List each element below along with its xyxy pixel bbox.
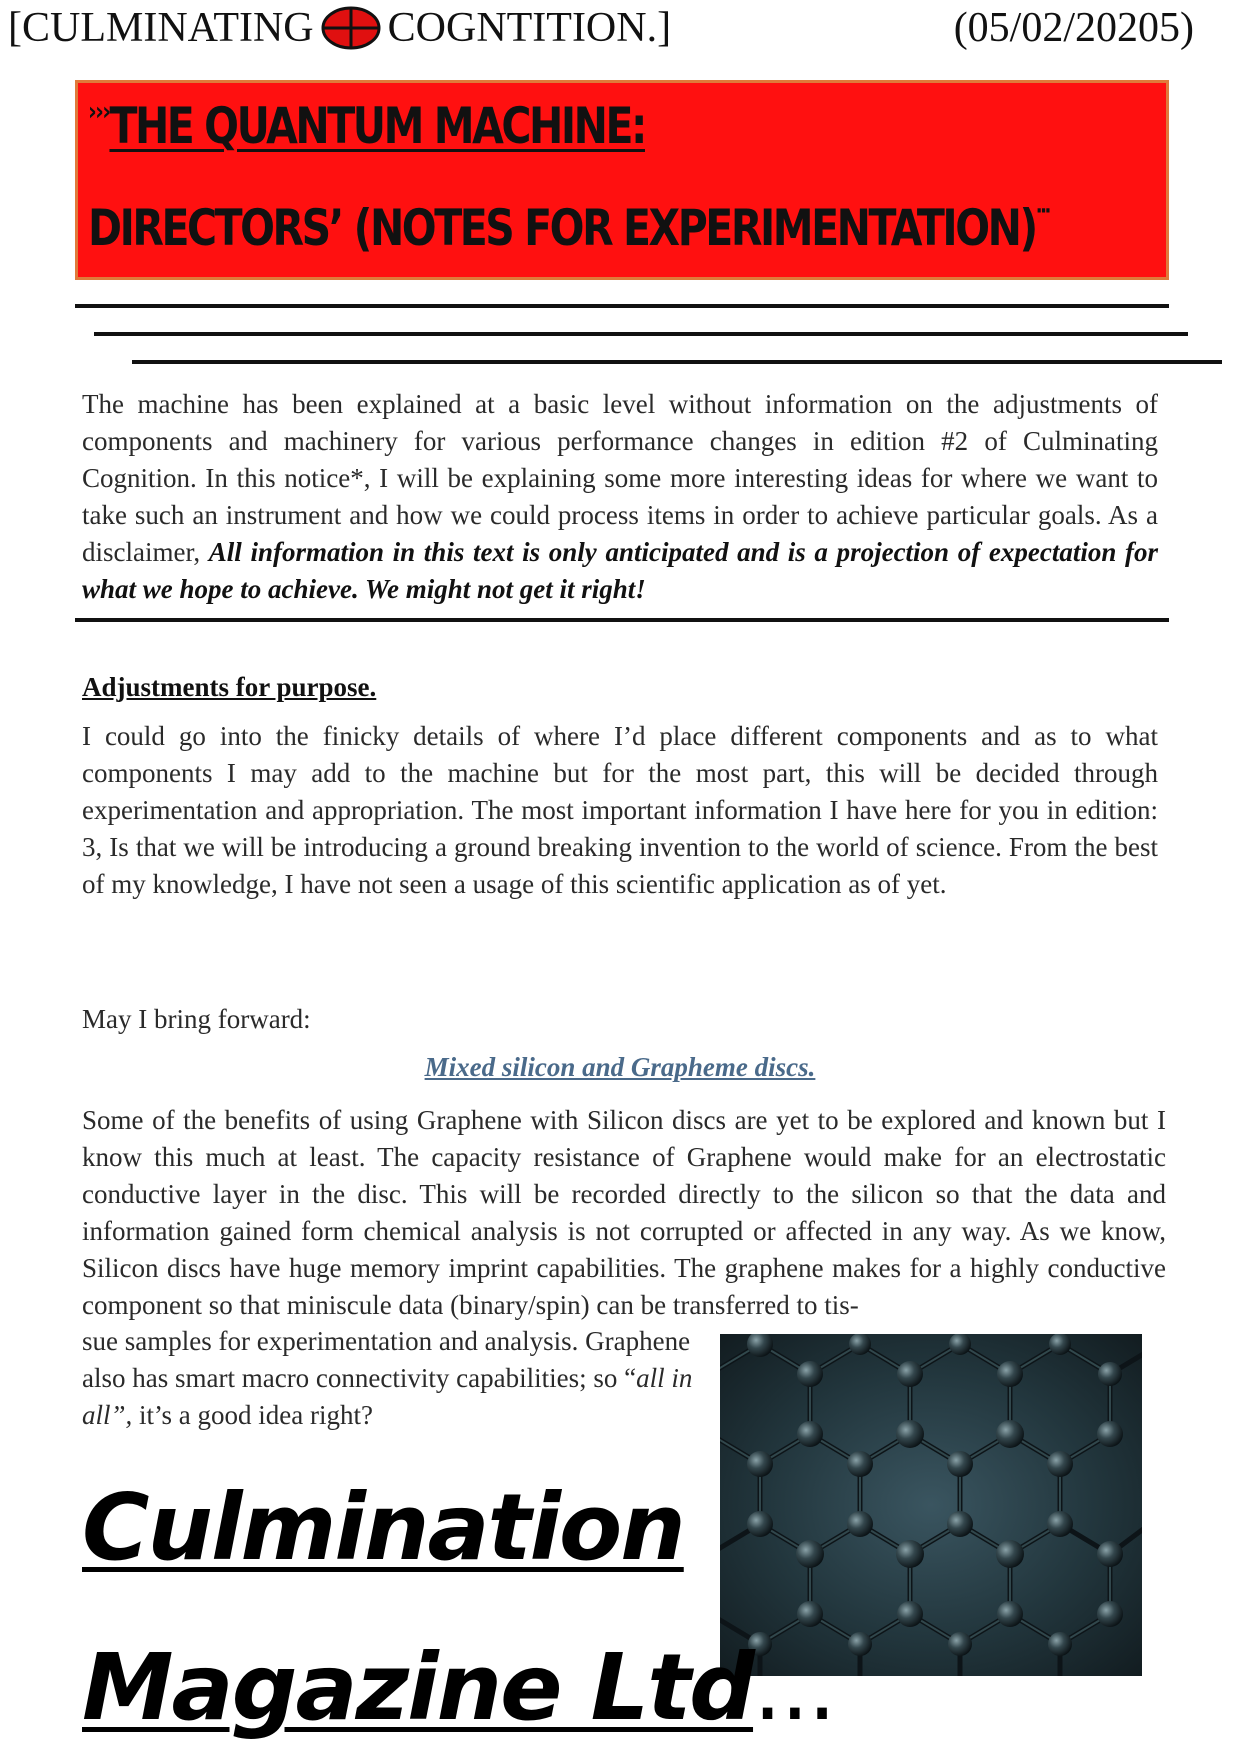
divider-rule-1: [75, 304, 1169, 308]
intro-disclaimer: All information in this text is only anticipated and is a projection of expectation for what we hope to achieve. We might not get it right!: [82, 537, 1159, 604]
masthead-left-text: [CULMINATING: [8, 5, 314, 51]
wrap-text-after: it’s a good idea right?: [132, 1400, 373, 1430]
banner-ellipsis: ···: [1035, 199, 1049, 224]
graphene-lattice-image: [720, 1334, 1142, 1676]
banner-arrows: ›››: [88, 97, 110, 127]
divider-rule-4: [75, 618, 1169, 622]
masthead-title: [8, 4, 671, 52]
invention-subtitle: Mixed silicon and Grapheme discs.: [424, 1052, 816, 1082]
magazine-name-line1: [82, 1474, 684, 1581]
forward-line: May I bring forward:: [82, 1004, 311, 1034]
magazine-ellipsis: ...: [753, 1634, 835, 1741]
wrap-text-italic: all in all”,: [82, 1363, 693, 1430]
crossed-circle-logo-icon: [320, 5, 382, 51]
magazine-name-word1: Culmination: [82, 1474, 684, 1581]
divider-rule-2: [94, 332, 1188, 336]
divider-rule-3: [132, 360, 1222, 364]
masthead-right-text: COGNTITION.]: [387, 5, 672, 51]
title-banner: [75, 80, 1169, 280]
wrap-text-before: sue samples for experimentation and analysis. Graphene also has smart macro connectivity capabilities; so “: [82, 1326, 691, 1393]
banner-title-line1: [88, 97, 645, 155]
graphene-paragraph-wrap: [82, 1323, 712, 1434]
banner-subtitle: DIRECTORS’ (NOTES FOR EXPERIMENTATION): [88, 199, 1036, 257]
magazine-name-word2: Magazine Ltd: [82, 1634, 754, 1741]
section-heading: Adjustments for purpose.: [82, 672, 377, 702]
issue-date: (05/02/20205): [953, 5, 1194, 51]
banner-title-line2: [88, 199, 1049, 257]
adjustments-paragraph: I could go into the finicky details of where I’d place different components and as to what components I may add to the machine but for the most part, this will be decided through experimentation and appropriation. The most important information I have here for you in edition: 3, Is that we will be introducing a ground breaking invention to the world of science. From the best of my knowledge, I have not seen a usage of this scientific application as of yet.: [82, 721, 1158, 899]
intro-paragraph: [82, 386, 1158, 608]
graphene-paragraph: Some of the benefits of using Graphene with Silicon discs are yet to be explored and known but I know this much at least. The capacity resistance of Graphene would make for an electrostatic conductive layer in the disc. This will be recorded directly to the silicon so that the data and information gained form chemical analysis is not corrupted or affected in any way. As we know, Silicon discs have huge memory imprint capabilities. The graphene makes for a highly conductive component so that miniscule data (binary/spin) can be transferred to tis-: [82, 1105, 1166, 1320]
banner-title: THE QUANTUM MACHINE:: [109, 97, 645, 155]
magazine-name-line2: [82, 1634, 835, 1741]
intro-text: The machine has been explained at a basic level without information on the adjustments of components and machinery for various performance changes in edition #2 of Culminating Cognition. In this notice*, I will be explaining some more interesting ideas for where we want to take such an instrument and how we could process items in order to achieve particular goals. As a disclaimer,: [82, 389, 1158, 567]
